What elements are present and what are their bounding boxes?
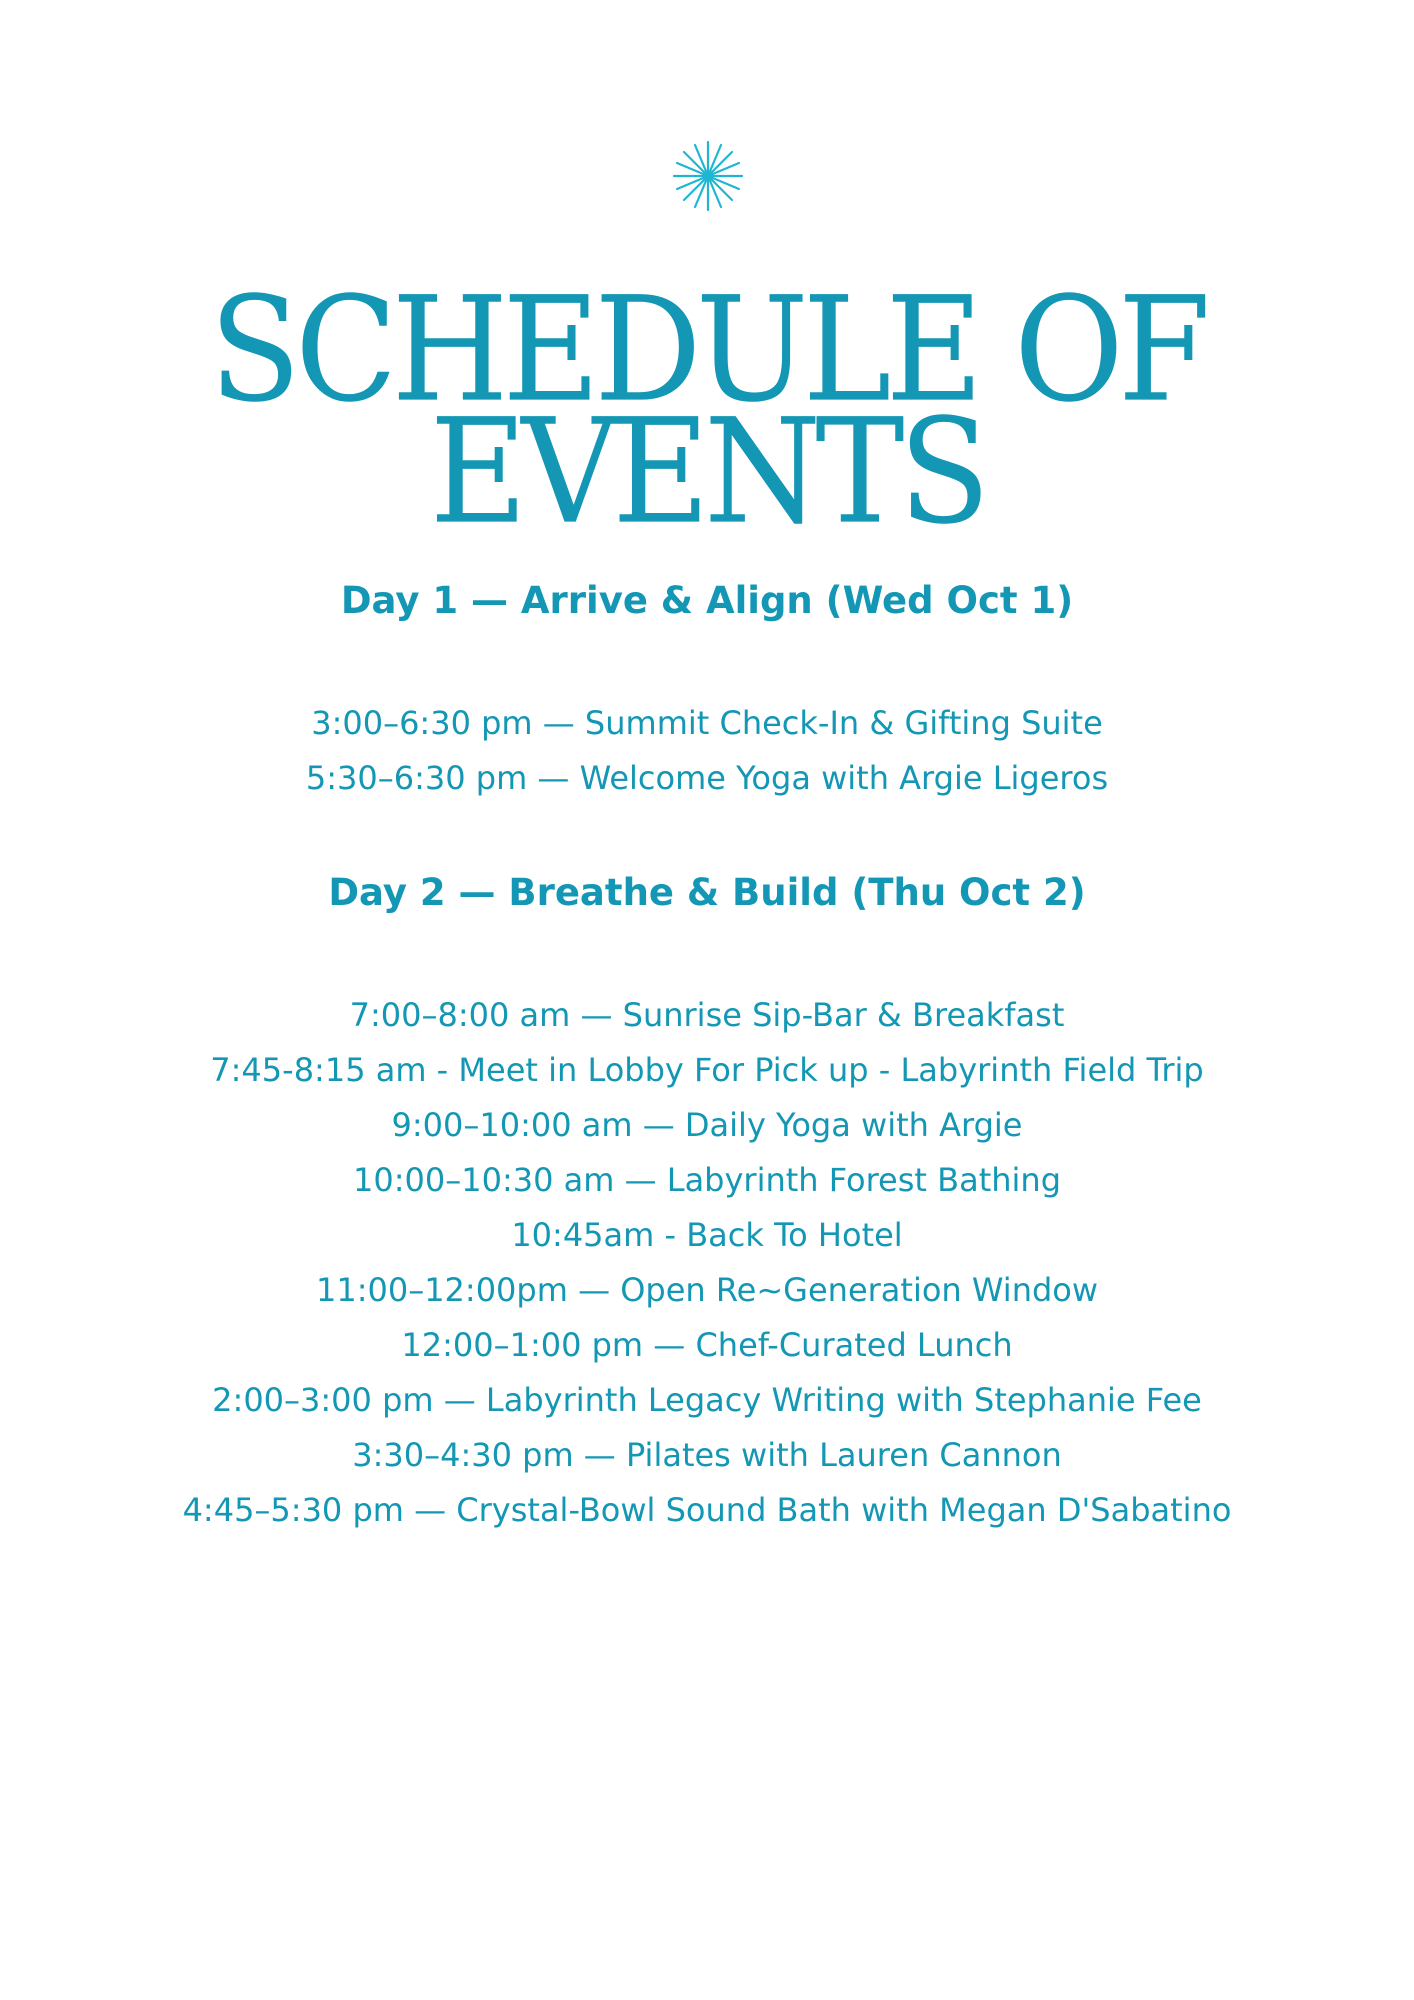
day-1-heading: Day 1 — Arrive & Align (Wed Oct 1) <box>340 579 1074 622</box>
day-2-event-list <box>0 988 1414 1538</box>
event-item: 10:45am - Back To Hotel <box>511 1216 903 1254</box>
event-item: 2:00–3:00 pm — Labyrinth Legacy Writing with Stephanie Fee <box>212 1381 1202 1419</box>
event-item: 9:00–10:00 am — Daily Yoga with Argie <box>391 1106 1023 1144</box>
event-item: 3:00–6:30 pm — Summit Check-In & Gifting Suite <box>311 704 1103 742</box>
event-item: 3:30–4:30 pm — Pilates with Lauren Cannon <box>352 1436 1062 1474</box>
event-item: 11:00–12:00pm — Open Re~Generation Window <box>315 1271 1099 1309</box>
day-1-event-list <box>0 696 1414 806</box>
event-item: 7:00–8:00 am — Sunrise Sip-Bar & Breakfast <box>349 996 1065 1034</box>
event-item: 5:30–6:30 pm — Welcome Yoga with Argie Ligeros <box>305 759 1109 797</box>
page-title-line-1: SCHEDULE OF <box>209 265 1205 435</box>
event-item: 10:00–10:30 am — Labyrinth Forest Bathing <box>353 1161 1061 1199</box>
event-item: 4:45–5:30 pm — Crystal-Bowl Sound Bath with Megan D'Sabatino <box>182 1491 1232 1529</box>
event-item: 12:00–1:00 pm — Chef-Curated Lunch <box>401 1326 1013 1364</box>
day-2-heading: Day 2 — Breathe & Build (Thu Oct 2) <box>328 871 1086 914</box>
asterisk-star-icon <box>672 140 744 212</box>
page-title-line-2: EVENTS <box>429 387 985 557</box>
event-item: 7:45-8:15 am - Meet in Lobby For Pick up - Labyrinth Field Trip <box>210 1051 1204 1089</box>
